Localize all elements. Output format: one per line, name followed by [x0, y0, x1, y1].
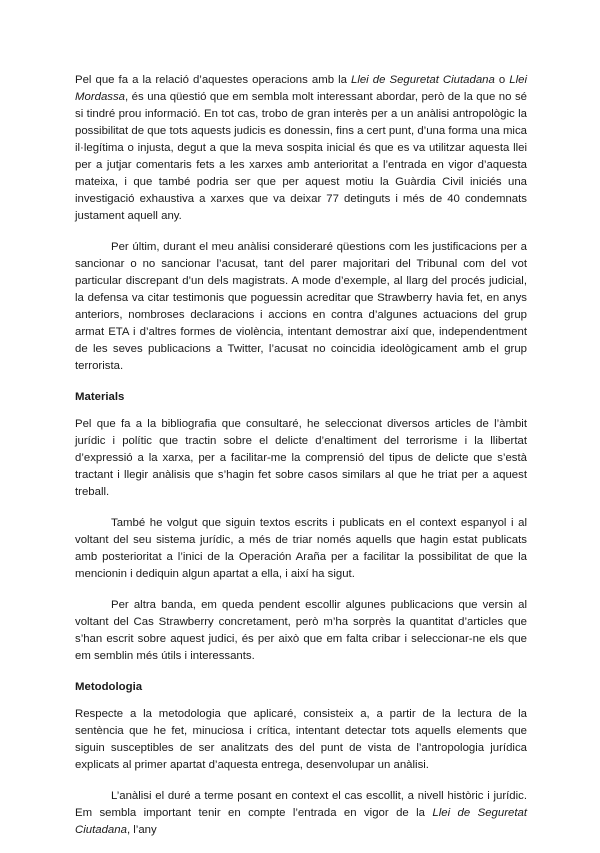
paragraph-metodologia: Respecte a la metodologia que aplicaré, consisteix a, a partir de la lectura de la sentència que he fet, minuciosa i crítica, intentant detectar tots aquells elements que siguin susceptibles de ser analitzats des del punt de vista de l’antropologia jurídica explicats al primer apartat d’aquesta entrega, desenvolupar un anàlisi.	[75, 708, 527, 771]
document-page	[75, 72, 527, 853]
section-heading-metodologia: Metodologia	[75, 681, 143, 693]
law-title: Llei de Seguretat Ciutadana	[75, 807, 527, 836]
paragraph-text: o	[494, 74, 510, 86]
paragraph-context-espanyol: També he volgut que siguin textos escrits i publicats en el context espanyol i al voltant del seu sistema jurídic, a més de triar només aquells que hagin estat publicats amb posterioritat a l’inici de la Operación Araña per a facilitar la possibilitat de que la mencionin i dediquin algun apartat a ella, i així ha sigut.	[75, 517, 527, 580]
paragraph-llei-mordassa	[75, 72, 527, 225]
paragraph-cas-strawberry: Per altra banda, em queda pendent escollir algunes publicacions que versin al voltant del Cas Strawberry concretament, però m’ha sorprès la quantitat d’articles que s’han escrit sobre aquest judici, és per això que em falta cribar i seleccionar-ne els que em semblin més útils i interessants.	[75, 599, 527, 662]
law-nickname: Llei Mordassa	[75, 74, 527, 103]
paragraph-analisi	[75, 788, 527, 839]
paragraph-justificacions: Per últim, durant el meu anàlisi consideraré qüestions com les justificacions per a sancionar o no sancionar l’acusat, tant del parer majoritari del Tribunal com del vot particular discrepant d’un dels magistrats. A mode d’exemple, al llarg del procés judicial, la defensa va citar testimonis que poguessin acreditar que Strawberry havia fet, en anys anteriors, nombroses declaracions i accions en contra d’algunes actuacions del grup armat ETA i d’altres formes de violència, intentant demostrar així que, independentment de les seves publicacions a Twitter, l’acusat no coincidia ideològicament amb el grup terrorista.	[75, 241, 527, 372]
paragraph-text: Pel que fa a la relació d’aquestes operacions amb la	[75, 74, 351, 86]
section-heading-materials: Materials	[75, 391, 125, 403]
paragraph-text: , és una qüestió que em sembla molt interessant abordar, però de la que no sé si tindré prou informació. En tot cas, trobo de gran interès per a un anàlisi antropològic la possibilitat de que tots aquests judicis es donessin, fins a cert punt, d’una forma una mica il·legítima o injusta, degut a que la meva sospita inicial és que es va utilitzar aquesta llei per a jutjar comentaris fets a les xarxes amb anterioritat a l’entrada en vigor d’aquesta mateixa, i que també podria ser que per aquest motiu la Guàrdia Civil iniciés una investigació exhaustiva a xarxes que va deixar 77 detinguts i més de 40 condemnats justament aquell any.	[75, 91, 527, 222]
paragraph-text: , l’any	[126, 824, 157, 836]
paragraph-bibliografia: Pel que fa a la bibliografia que consultaré, he seleccionat diversos articles de l’àmbit jurídic i polític que tractin sobre el delicte d’enaltiment del terrorisme i la llibertat d’expressió a la xarxa, per a facilitar-me la comprensió del tipus de delicte que s’està tractant i llegir anàlisis que s’hagin fet sobre casos similars al que he triat per a aquest treball.	[75, 418, 527, 498]
paragraph-text: L’anàlisi el duré a terme posant en context el cas escollit, a nivell històric i jurídic. Em sembla important tenir en compte l’entrada en vigor de la	[75, 790, 527, 819]
law-title: Llei de Seguretat Ciutadana	[350, 74, 495, 86]
